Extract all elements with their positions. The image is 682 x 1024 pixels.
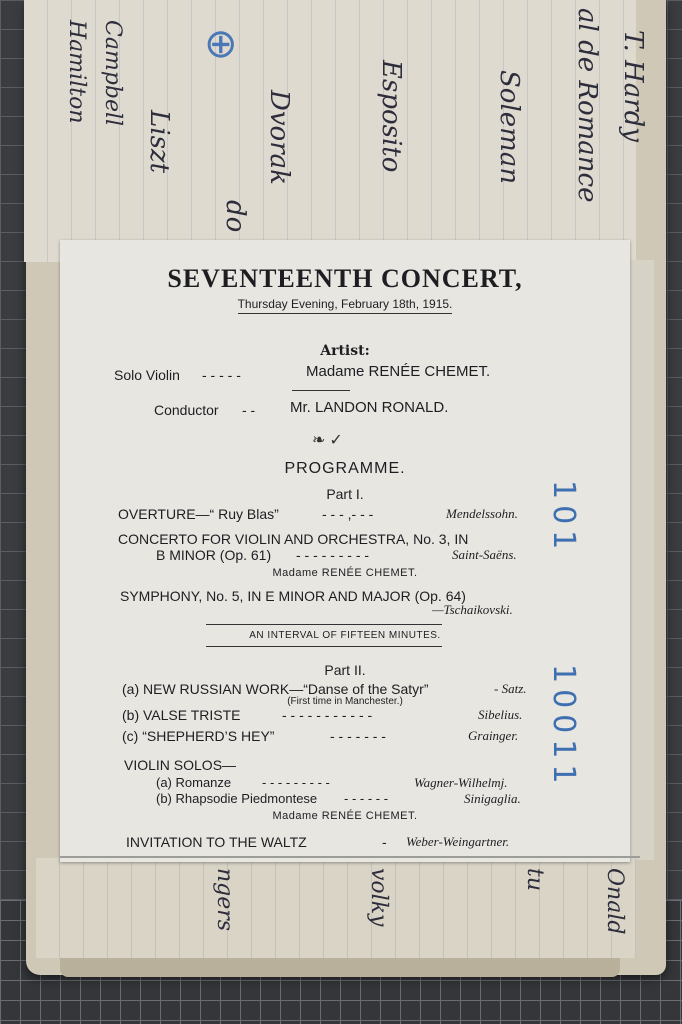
- handwriting-line: Dvorak: [264, 90, 294, 185]
- overture-dashes: - - - ,- - -: [322, 506, 374, 522]
- handwriting-line: al de Romance: [572, 8, 602, 203]
- finale-composer: Weber-Weingartner.: [406, 834, 510, 849]
- item-c-composer: Grainger.: [468, 728, 519, 743]
- conductor-role: Conductor: [154, 402, 219, 418]
- concert-programme-sheet: [60, 240, 630, 862]
- handwriting-line: Hamilton: [64, 20, 89, 124]
- notebook-edge: [60, 955, 620, 977]
- blue-pencil-number: 101: [546, 480, 581, 556]
- handwriting-line: Liszt: [144, 110, 174, 174]
- solo-violin-dashes: - - - - -: [202, 367, 241, 383]
- interval-note: AN INTERVAL OF FIFTEEN MINUTES.: [249, 630, 441, 641]
- part2-heading: Part II.: [324, 662, 366, 678]
- symphony-composer: —Tschaikovski.: [432, 602, 513, 617]
- finale-title: INVITATION TO THE WALTZ: [126, 834, 307, 850]
- divider: [206, 624, 442, 625]
- handwriting-line: Esposito: [376, 60, 406, 173]
- conductor-dashes: - -: [242, 402, 256, 418]
- solo-a-composer: Wagner-Wilhelmj.: [414, 775, 508, 790]
- concert-title: SEVENTEENTH CONCERT,: [167, 264, 523, 293]
- overture-title: OVERTURE—“ Ruy Blas”: [118, 506, 279, 522]
- solo-a-dashes: - - - - - - - - -: [262, 775, 330, 790]
- solo-violin-name: Madame RENÉE CHEMET.: [306, 363, 491, 380]
- divider: [206, 646, 442, 647]
- solo-b-composer: Sinigaglia.: [464, 791, 521, 806]
- item-a-title: (a) NEW RUSSIAN WORK—“Danse of the Satyr”: [122, 681, 429, 697]
- overture-composer: Mendelssohn.: [446, 506, 518, 521]
- handwriting-line: Onald: [602, 868, 627, 935]
- conductor-name: Mr. LANDON RONALD.: [290, 399, 449, 416]
- page-margin: [628, 260, 654, 860]
- artist-heading: Artist:: [320, 343, 370, 359]
- violin-solos-heading: VIOLIN SOLOS—: [124, 757, 237, 773]
- handwritten-page-bottom: [36, 858, 636, 958]
- handwriting-line: Campbell: [100, 20, 125, 127]
- finale-dash: -: [382, 834, 387, 850]
- item-c-title: (c) “SHEPHERD’S HEY”: [122, 728, 275, 744]
- item-b-dashes: - - - - - - - - - - -: [282, 707, 373, 723]
- solo-b-dashes: - - - - - -: [344, 791, 389, 806]
- item-a-composer: - Satz.: [494, 681, 527, 696]
- divider: [292, 390, 350, 391]
- symphony-title: SYMPHONY, No. 5, IN E MINOR AND MAJOR (Op. 64): [120, 588, 466, 604]
- solo-a-title: (a) Romanze: [156, 775, 232, 790]
- handwriting-line: do: [220, 200, 250, 233]
- item-c-dashes: - - - - - - -: [330, 728, 386, 744]
- handwriting-line: tu: [522, 868, 547, 892]
- ornament-icon: ❧ ✓: [312, 432, 343, 449]
- page-fold-line: [60, 856, 640, 858]
- blue-pencil-number: 10011: [546, 664, 581, 790]
- handwritten-page: [24, 0, 648, 262]
- item-b-composer: Sibelius.: [478, 707, 523, 722]
- solos-soloist: Madame RENÉE CHEMET.: [272, 810, 418, 822]
- handwriting-line: volky: [366, 868, 391, 927]
- blue-crosshair-mark: ⊕: [204, 21, 238, 66]
- concerto-line1: CONCERTO FOR VIOLIN AND ORCHESTRA, No. 3, IN: [118, 531, 469, 547]
- concerto-line2: B MINOR (Op. 61): [156, 547, 272, 563]
- concerto-composer: Saint-Saëns.: [452, 547, 517, 562]
- solo-violin-role: Solo Violin: [114, 367, 180, 383]
- handwriting-line: T. Hardy: [618, 30, 648, 142]
- handwriting-line: ngers: [212, 868, 237, 932]
- programme-heading: PROGRAMME.: [284, 460, 406, 477]
- concerto-soloist: Madame RENÉE CHEMET.: [272, 567, 418, 579]
- item-a-note: (First time in Manchester.): [287, 696, 403, 707]
- part1-heading: Part I.: [326, 486, 364, 502]
- concerto-dashes: - - - - - - - - -: [296, 547, 370, 563]
- item-b-title: (b) VALSE TRISTE: [122, 707, 241, 723]
- concert-date: Thursday Evening, February 18th, 1915.: [60, 297, 630, 311]
- solo-b-title: (b) Rhapsodie Piedmontese: [156, 791, 318, 806]
- handwriting-line: Soleman: [494, 70, 524, 185]
